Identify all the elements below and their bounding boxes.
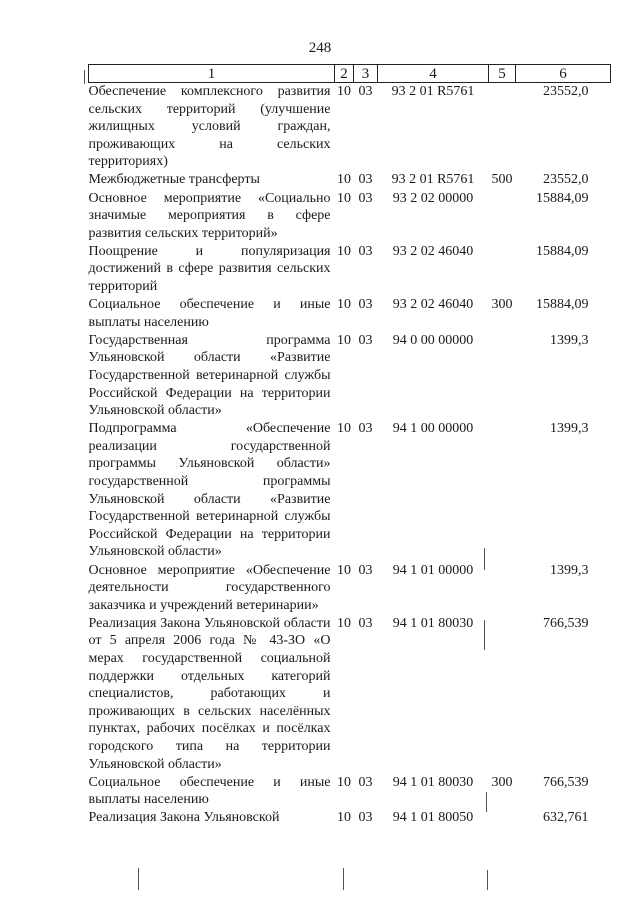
row-section: 10: [337, 243, 351, 259]
scan-mark: [487, 870, 488, 890]
table-body: [89, 83, 611, 828]
row-amount: 15884,09: [536, 190, 589, 206]
row-section: 10: [337, 774, 351, 790]
table-row: [89, 809, 611, 827]
row-expense-type: [489, 809, 516, 827]
header-cell-5: 5: [489, 65, 516, 83]
row-expense-type: [489, 332, 516, 420]
row-amount: 632,761: [543, 810, 589, 826]
row-section: 10: [337, 562, 351, 578]
row-target-code: 94 1 01 80030: [392, 774, 474, 790]
scan-mark: [343, 868, 344, 890]
row-name: Социальное обеспечение и иные выплаты населению: [88, 297, 331, 330]
row-target-code: 94 1 01 00000: [392, 562, 474, 578]
table-row: [89, 562, 611, 615]
row-expense-type: [489, 615, 516, 774]
row-subsection: 03: [358, 243, 373, 259]
budget-table: [88, 64, 611, 827]
row-name: Поощрение и популяризация достижений в сфере развития сельских территорий: [88, 243, 331, 295]
row-target-code: 94 0 00 00000: [392, 332, 474, 348]
row-name: Реализация Закона Ульяновской области от 5 апреля 2006 года № 43-ЗО «О мерах государственной социальной поддержки отдельных категорий специалистов, работающих и проживающих в сельских населённых пунктах, рабочих посёлках и посёлках городского типа на территории Ульяновской области»: [88, 615, 331, 772]
row-target-code: 93 2 02 46040: [392, 243, 474, 259]
scan-mark: [484, 548, 485, 570]
scan-mark: [138, 868, 139, 890]
header-cell-6: 6: [516, 65, 611, 83]
row-amount: 1399,3: [550, 421, 589, 437]
row-subsection: 03: [358, 421, 373, 437]
table-row: [89, 171, 611, 189]
scan-mark: [84, 70, 85, 84]
row-subsection: 03: [358, 172, 373, 188]
row-amount: 23552,0: [543, 172, 589, 188]
row-name: Государственная программа Ульяновской области «Развитие Государственной ветеринарной службы Российской Федерации на территории Ульяновской области»: [88, 332, 331, 419]
table-row: [89, 190, 611, 243]
row-subsection: 03: [358, 190, 373, 206]
header-cell-2: 2: [335, 65, 354, 83]
row-target-code: 93 2 02 46040: [392, 297, 474, 313]
row-expense-type: [489, 83, 516, 172]
row-target-code: 93 2 01 R5761: [391, 172, 475, 188]
row-name: Основное мероприятие «Обеспечение деятельности государственного заказчика и учреждений ветеринарии»: [88, 562, 331, 613]
row-section: 10: [337, 615, 351, 631]
scan-mark: [486, 792, 487, 812]
row-subsection: 03: [358, 297, 373, 313]
table-row: [89, 332, 611, 420]
table-row: [89, 615, 611, 774]
row-section: 10: [337, 190, 351, 206]
row-name: Межбюджетные трансферты: [88, 172, 260, 188]
table-header: [89, 65, 611, 83]
header-cell-3: 3: [354, 65, 378, 83]
row-name: Обеспечение комплексного развития сельских территорий (улучшение жилищных условий граждан, проживающих на сельских территориях): [88, 84, 331, 170]
row-amount: 766,539: [543, 774, 589, 790]
row-subsection: 03: [358, 562, 373, 578]
row-subsection: 03: [358, 810, 373, 826]
table-row: [89, 420, 611, 561]
row-amount: 15884,09: [536, 243, 589, 259]
row-subsection: 03: [358, 332, 373, 348]
row-amount: 1399,3: [550, 562, 589, 578]
row-target-code: 94 1 01 80050: [392, 810, 474, 826]
page-number: 248: [308, 40, 332, 56]
table-row: [89, 774, 611, 810]
header-cell-4: 4: [378, 65, 489, 83]
row-amount: 23552,0: [543, 84, 589, 99]
row-expense-type: [489, 562, 516, 615]
row-section: 10: [337, 297, 351, 313]
row-section: 10: [337, 421, 351, 437]
row-target-code: 94 1 00 00000: [392, 421, 474, 437]
row-amount: 1399,3: [550, 332, 589, 348]
row-subsection: 03: [358, 615, 373, 631]
row-expense-type: 300: [491, 774, 513, 790]
row-subsection: 03: [358, 84, 373, 99]
table-row: [89, 83, 611, 172]
row-name: Основное мероприятие «Социально значимые мероприятия в сфере развития сельских территорий»: [88, 190, 331, 241]
row-expense-type: 500: [491, 172, 513, 188]
row-expense-type: [489, 420, 516, 561]
row-section: 10: [337, 84, 351, 99]
row-name: Реализация Закона Ульяновской: [88, 810, 280, 826]
row-target-code: 93 2 01 R5761: [391, 84, 475, 99]
row-section: 10: [337, 810, 351, 826]
table-row: [89, 296, 611, 332]
row-subsection: 03: [358, 774, 373, 790]
row-expense-type: 300: [491, 297, 513, 313]
header-row: [89, 65, 611, 83]
row-amount: 15884,09: [536, 297, 589, 313]
row-target-code: 93 2 02 00000: [392, 190, 474, 206]
row-name: Социальное обеспечение и иные выплаты населению: [88, 774, 331, 808]
row-amount: 766,539: [543, 615, 589, 631]
row-expense-type: [489, 190, 516, 243]
scan-mark: [484, 620, 485, 650]
table-row: [89, 243, 611, 296]
row-expense-type: [489, 243, 516, 296]
row-name: Подпрограмма «Обеспечение реализации государственной программы Ульяновской области» государственной программы Ульяновской области «Развитие Государственной ветеринарной службы Российской Федерации на территории Ульяновской области»: [88, 421, 331, 560]
header-cell-1: 1: [89, 65, 335, 83]
row-section: 10: [337, 172, 351, 188]
row-section: 10: [337, 332, 351, 348]
row-target-code: 94 1 01 80030: [392, 615, 474, 631]
